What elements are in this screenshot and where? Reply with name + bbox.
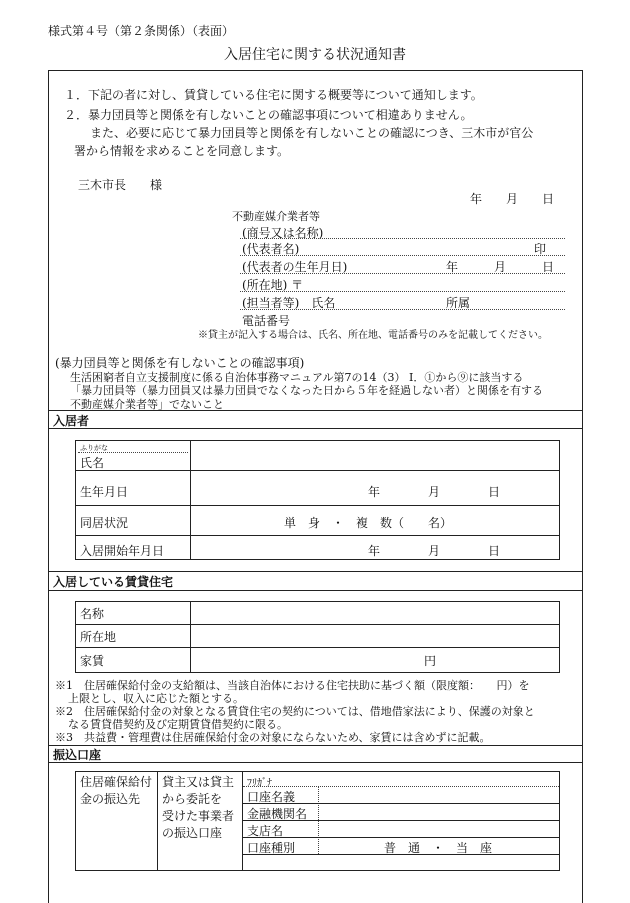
resident-name-label: 氏名	[80, 456, 105, 470]
divider	[48, 590, 583, 591]
rep-birth-line	[240, 273, 565, 274]
confirmation-line-1: 生活困窮者自立支援制度に係る自治体事務マニュアル第7の14（3） I．①から⑨に該当する	[70, 371, 524, 384]
housing-name-label: 名称	[80, 607, 105, 621]
bank-col2-line4: の振込口座	[162, 826, 223, 840]
row-divider	[75, 647, 560, 648]
confirmation-line-3: 不動産媒介業者等」でないこと	[70, 398, 224, 411]
divider	[48, 762, 583, 763]
row-divider	[243, 837, 559, 838]
intro-line-4: 署から情報を求めることを同意します。	[74, 144, 290, 158]
account-name-label: 口座名義	[247, 790, 296, 804]
housing-table	[75, 601, 560, 673]
column-divider	[190, 601, 191, 673]
row-divider	[75, 505, 560, 506]
contact-line	[240, 309, 565, 310]
bank-section-title: 振込口座	[53, 748, 102, 762]
divider	[48, 428, 583, 429]
resident-section-title: 入居者	[53, 414, 90, 428]
bank-col1-line2: 金の振込先	[80, 792, 141, 806]
housing-section-title: 入居している賃貸住宅	[53, 575, 174, 589]
rep-birth-label: (代表者の生年月日)	[242, 260, 348, 274]
row-divider-dotted	[243, 786, 559, 787]
address-line	[240, 291, 565, 292]
note-3: ※3 共益費・管理費は住居確保給付金の対象にならないため、家賃には含めずに記載。	[55, 731, 491, 744]
trade-name-line	[240, 238, 565, 239]
sender-heading: 不動産媒介業者等	[232, 210, 320, 223]
representative-line	[240, 255, 565, 256]
rep-birth-date: 年 月 日	[446, 260, 555, 274]
rent-label: 家賃	[80, 654, 105, 668]
account-type-label: 口座種別	[247, 841, 296, 855]
affiliation-label: 所属	[446, 296, 471, 310]
confirmation-line-2: 「暴力団員等（暴力団員又は暴力団員でなくなった日から５年を経過しない者）と関係を有する	[70, 384, 543, 397]
column-divider	[157, 771, 158, 871]
household-value: 単 身 ・ 複 数（ 名）	[284, 516, 453, 530]
intro-line-2: ２．暴力団員等と関係を有しないことの確認事項について相違ありません。	[64, 108, 473, 122]
divider	[48, 745, 583, 746]
bank-name-label: 金融機関名	[247, 807, 308, 821]
note-2b: なる賃貸借契約及び定期賃貸借契約に限る。	[68, 718, 288, 731]
row-divider	[75, 470, 560, 471]
note-2a: ※2 住居確保給付金の対象となる賃貸住宅の契約については、借地借家法により、保護の対象と	[55, 705, 535, 718]
bank-col1-line1: 住居確保給付	[80, 775, 153, 789]
column-divider	[190, 440, 191, 560]
note-1a: ※1 住居確保給付金の支給額は、当該自治体における住宅扶助に基づく額（限度額： 円）を	[55, 679, 530, 692]
branch-label: 支店名	[247, 824, 284, 838]
representative-label: (代表者名)	[242, 242, 300, 256]
furigana-line	[78, 452, 188, 453]
move-in-value: 年 月 日	[368, 544, 501, 558]
notice-date: 年 月 日	[470, 192, 555, 206]
bank-col2-line3: 受けた事業者	[162, 809, 235, 823]
bank-col2-line1: 貸主又は貸主	[162, 775, 235, 789]
divider	[48, 571, 583, 572]
row-divider	[75, 624, 560, 625]
addressee: 三木市長 様	[78, 178, 163, 192]
document-title: 入居住宅に関する状況通知書	[224, 47, 406, 63]
housing-address-label: 所在地	[80, 630, 117, 644]
furigana-label: ふりがな	[80, 444, 108, 452]
bank-col2-line2: から委託を	[162, 792, 223, 806]
row-divider	[75, 535, 560, 536]
phone-label: 電話番号	[242, 314, 291, 328]
intro-line-1: １．下記の者に対し、賃貸している住宅に関する概要等について通知します。	[64, 88, 483, 102]
bank-furigana-label: ﾌﾘｶﾞﾅ	[247, 778, 272, 789]
account-type-value: 普 通 ・ 当 座	[384, 841, 493, 855]
divider	[48, 410, 583, 411]
address-label: (所在地) 〒	[242, 278, 304, 292]
contact-label: (担当者等) 氏名	[242, 296, 336, 310]
seal-mark: 印	[534, 242, 547, 256]
confirmation-heading: (暴力団員等と関係を有しないことの確認事項)	[55, 356, 305, 370]
form-number: 様式第４号（第２条関係）（表面）	[48, 24, 235, 38]
intro-line-3: また、必要に応じて暴力団員等と関係を有しないことの確認につき、三木市が官公	[90, 126, 534, 140]
resident-birth-value: 年 月 日	[368, 485, 501, 499]
resident-birth-label: 生年月日	[80, 485, 129, 499]
trade-name-label: (商号又は名称)	[242, 226, 324, 240]
note-1b: 上限とし、収入に応じた額とする。	[68, 692, 244, 705]
household-label: 同居状況	[80, 516, 129, 530]
sender-note: ※貸主が記入する場合は、氏名、所在地、電話番号のみを記載してください。	[198, 330, 548, 341]
rent-unit: 円	[424, 654, 437, 668]
move-in-label: 入居開始年月日	[80, 544, 165, 558]
